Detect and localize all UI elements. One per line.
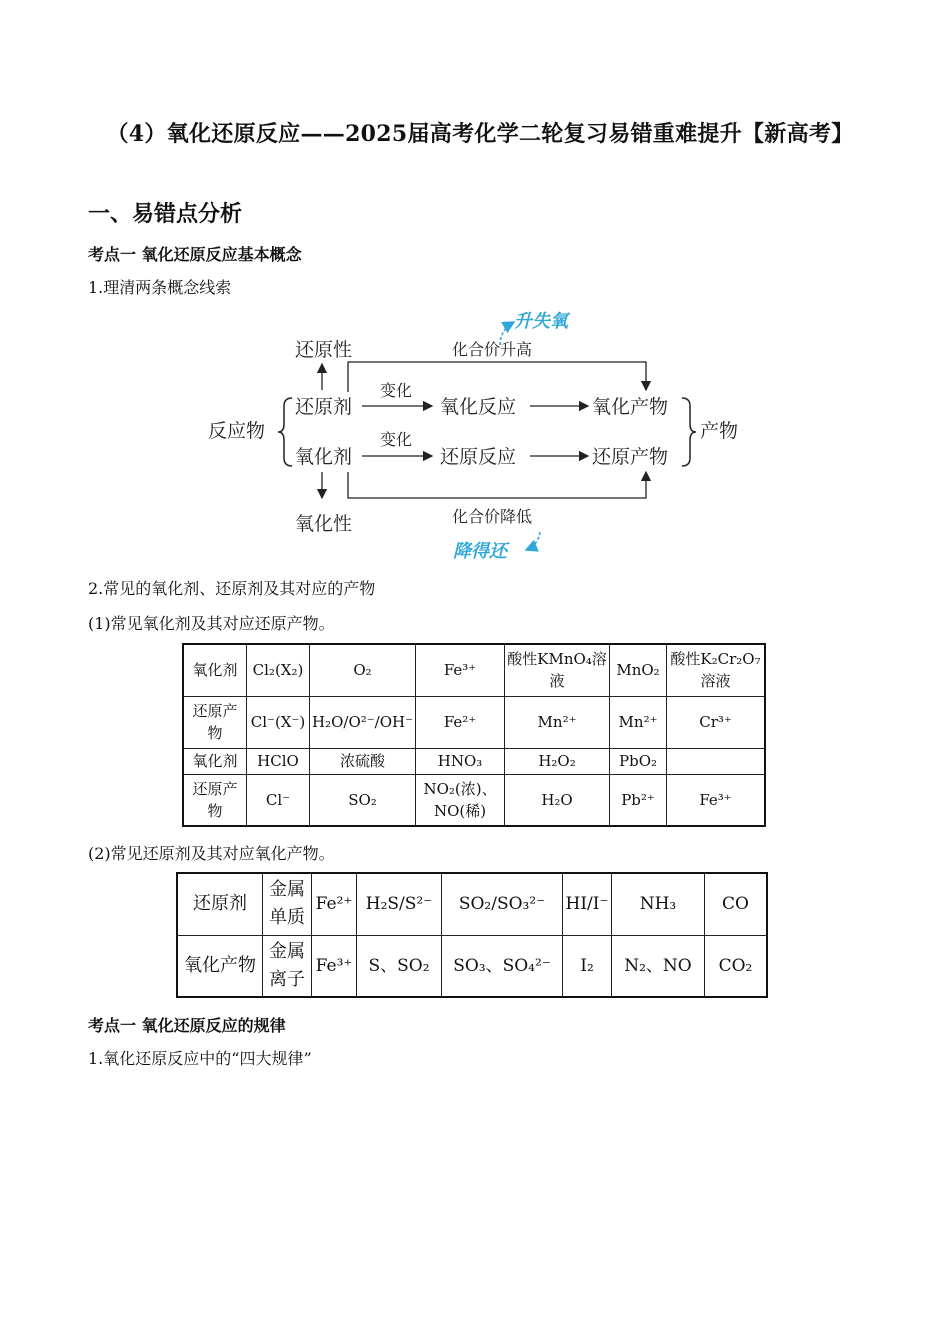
table-cell: CO₂ (705, 935, 768, 997)
table-cell: Cl⁻(X⁻) (247, 696, 310, 748)
table-cell: 氧化产物 (177, 935, 263, 997)
table-cell: Fe²⁺ (416, 696, 505, 748)
table-cell: 还原剂 (177, 873, 263, 935)
note-down-arrow (526, 532, 540, 550)
kaodian-heading-2: 考点一 氧化还原反应的规律 (88, 1016, 286, 1035)
left-brace (278, 398, 292, 466)
paragraph-3: (1)常见氧化剂及其对应还原产物。 (88, 614, 335, 633)
table-cell: 酸性K₂Cr₂O₇溶液 (667, 644, 765, 696)
table-cell: Cl⁻ (247, 774, 310, 826)
table-cell: 还原产物 (183, 696, 247, 748)
section-heading: 一、易错点分析 (88, 201, 243, 227)
red-reaction-label: 还原反应 (440, 446, 517, 468)
note-up-text: 升失氧 (514, 311, 568, 332)
table-cell: N₂、NO (612, 935, 705, 997)
table-cell: O₂ (310, 644, 416, 696)
page-title: （4）氧化还原反应——2025届高考化学二轮复习易错重难提升【新高考】 (106, 121, 854, 147)
kaodian-heading-1: 考点一 氧化还原反应基本概念 (88, 245, 302, 264)
table-row (183, 696, 765, 748)
table-cell: 氧化剂 (183, 748, 247, 774)
table-cell: I₂ (563, 935, 612, 997)
table-cell: 酸性KMnO₄溶液 (505, 644, 610, 696)
valence-up-label: 化合价升高 (452, 340, 533, 359)
table-cell: H₂O (505, 774, 610, 826)
table-cell: Pb²⁺ (610, 774, 667, 826)
ox-reaction-label: 氧化反应 (440, 396, 517, 418)
change-label-2: 变化 (380, 430, 413, 449)
table-cell: H₂O₂ (505, 748, 610, 774)
table-cell: Mn²⁺ (610, 696, 667, 748)
right-brace (682, 398, 696, 466)
paragraph-1: 1.理清两条概念线索 (88, 278, 232, 297)
oxidizability-label: 氧化性 (295, 513, 353, 535)
table-row (183, 644, 765, 696)
reactant-label: 反应物 (208, 420, 266, 442)
table-row (177, 873, 767, 935)
table-row (183, 748, 765, 774)
table-cell: Fe²⁺ (312, 873, 357, 935)
table-cell: H₂S/S²⁻ (357, 873, 442, 935)
table-cell: Fe³⁺ (667, 774, 765, 826)
table-cell: PbO₂ (610, 748, 667, 774)
paragraph-2: 2.常见的氧化剂、还原剂及其对应的产物 (88, 579, 376, 598)
table-cell: 金属离子 (263, 935, 312, 997)
table-cell: SO₂/SO₃²⁻ (442, 873, 563, 935)
note-down-text: 降得还 (453, 541, 507, 562)
red-product-label: 还原产物 (592, 446, 669, 468)
table-cell: Fe³⁺ (416, 644, 505, 696)
table-cell: HI/I⁻ (563, 873, 612, 935)
table-cell: Cl₂(X₂) (247, 644, 310, 696)
table-cell: 氧化剂 (183, 644, 247, 696)
valence-down-bracket (348, 472, 646, 498)
paragraph-5: 1.氧化还原反应中的“四大规律” (88, 1049, 312, 1068)
table-cell: SO₂ (310, 774, 416, 826)
reducibility-label: 还原性 (295, 339, 353, 361)
table-cell: NH₃ (612, 873, 705, 935)
table-cell: HNO₃ (416, 748, 505, 774)
concept-diagram (200, 300, 760, 570)
valence-down-label: 化合价降低 (452, 507, 533, 526)
table-cell (667, 748, 765, 774)
table-cell: Cr³⁺ (667, 696, 765, 748)
oxidant-table (182, 643, 766, 827)
table-cell: SO₃、SO₄²⁻ (442, 935, 563, 997)
table-cell: NO₂(浓)、NO(稀) (416, 774, 505, 826)
table-row (183, 774, 765, 826)
reductant-table (176, 872, 768, 998)
table-cell: 金属单质 (263, 873, 312, 935)
table-cell: S、SO₂ (357, 935, 442, 997)
table-cell: Mn²⁺ (505, 696, 610, 748)
table-row (177, 935, 767, 997)
paragraph-4: (2)常见还原剂及其对应氧化产物。 (88, 844, 335, 863)
product-label: 产物 (700, 420, 739, 442)
table-cell: 还原产物 (183, 774, 247, 826)
table-cell: MnO₂ (610, 644, 667, 696)
table-cell: Fe³⁺ (312, 935, 357, 997)
table-cell: HClO (247, 748, 310, 774)
oxidant-label: 氧化剂 (295, 446, 353, 468)
table-cell: CO (705, 873, 768, 935)
reductant-label: 还原剂 (295, 396, 353, 418)
table-cell: H₂O/O²⁻/OH⁻ (310, 696, 416, 748)
change-label-1: 变化 (380, 381, 413, 400)
table-cell: 浓硫酸 (310, 748, 416, 774)
ox-product-label: 氧化产物 (592, 396, 669, 418)
